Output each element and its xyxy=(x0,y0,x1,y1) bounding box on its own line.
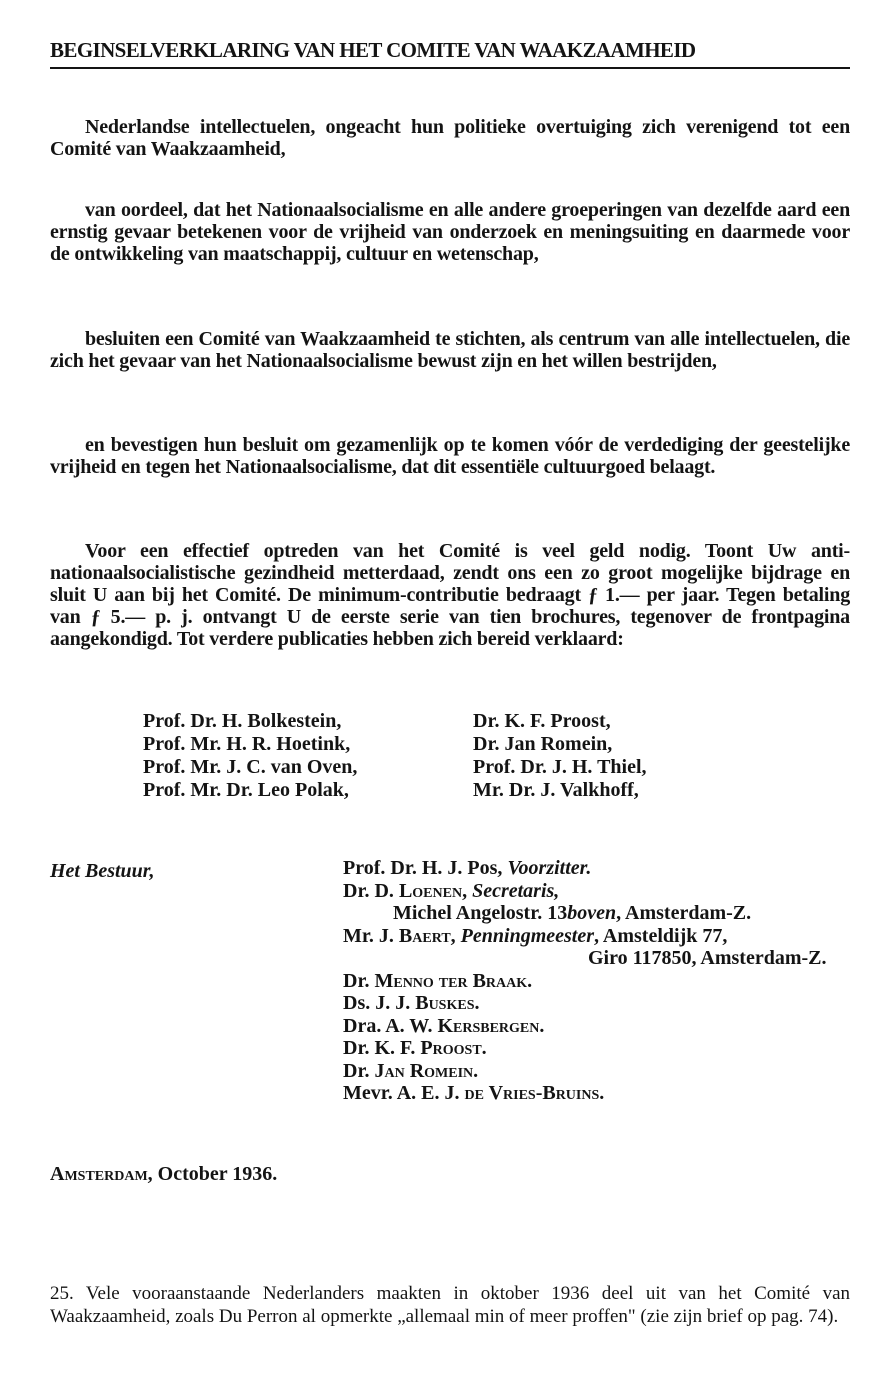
supporter-name: Prof. Dr. H. Bolkestein, xyxy=(143,710,342,732)
board-chair-role: Voorzitter. xyxy=(507,857,592,879)
board-member xyxy=(343,992,853,1015)
board-chair-name: Prof. Dr. H. J. Pos, xyxy=(343,857,508,879)
board-secretary-sep: , xyxy=(462,879,473,902)
board-member xyxy=(343,1015,853,1038)
address-floor: boven xyxy=(567,902,617,924)
place-city: Amsterdam xyxy=(50,1163,148,1185)
board-treasurer-prefix: Mr. J. xyxy=(343,924,399,947)
place-date xyxy=(50,1163,277,1186)
board-treasurer xyxy=(343,925,853,948)
board-secretary-prefix: Dr. D. xyxy=(343,879,399,902)
supporter-name: Dr. K. F. Proost, xyxy=(473,710,611,732)
paragraph-judgement: van oordeel, dat het Nationaalsocialisme en alle andere groeperingen van dezelfde aard een ernstig gevaar betekenen voor de vrijheid van onderzoek en meningsuiting en daarmede voor de ontwikkeling van maatschappij, cultuur en wetenschap, xyxy=(50,199,850,265)
board-secretary-role: Secretaris, xyxy=(472,879,560,902)
board-member-name: de Vries-Bruins. xyxy=(464,1082,605,1104)
board-member-prefix: Dr. xyxy=(343,1059,375,1082)
address-city: , Amsterdam-Z. xyxy=(616,902,752,924)
board-treasurer-address: , Amsteldijk 77, xyxy=(594,924,728,947)
supporter-name: Mr. Dr. J. Valkhoff, xyxy=(473,779,639,801)
supporter-name: Dr. Jan Romein, xyxy=(473,733,613,755)
place-date-text: , October 1936. xyxy=(147,1163,278,1185)
supporter-name: Prof. Mr. J. C. van Oven, xyxy=(143,756,358,778)
supporter-name: Prof. Mr. H. R. Hoetink, xyxy=(143,733,351,755)
address-street: Michel Angelostr. 13 xyxy=(393,902,568,924)
board-member-name: Buskes. xyxy=(415,992,480,1014)
paragraph-intro: Nederlandse intellectuelen, ongeacht hun politieke overtuiging zich verenigend tot een Comité van Waakzaamheid, xyxy=(50,116,850,160)
footnote: 25. Vele vooraanstaande Nederlanders maakten in oktober 1936 deel uit van het Comité van Waakzaamheid, zoals Du Perron al opmerkte „allemaal min of meer proffen" (zie zijn brief op pag. 74). xyxy=(50,1283,850,1327)
supporter-name: Prof. Mr. Dr. Leo Polak, xyxy=(143,779,349,801)
board-secretary-name: Loenen xyxy=(398,879,463,902)
board-member-name: Menno ter Braak. xyxy=(374,969,533,992)
board-treasurer-giro: Giro 117850, Amsterdam-Z. xyxy=(588,947,827,969)
board-secretary xyxy=(343,880,853,903)
board-label: Het Bestuur, xyxy=(50,860,155,882)
paragraph-funding: Voor een effectief optreden van het Comité is veel geld nodig. Toont Uw anti-nationaalsocialistische gezindheid metterdaad, zendt ons een zo groot mogelijke bijdrage en sluit U aan bij het Comité. De minimum-contributie bedraagt ƒ 1.— per jaar. Tegen betaling van ƒ 5.— p. j. ontvangt U de eerste serie van tien brochures, tegenover de frontpagina aangekondigd. Tot verdere publicaties hebben zich bereid verklaard: xyxy=(50,540,850,650)
supporters-list xyxy=(143,710,743,802)
board-member-prefix: Dr. xyxy=(343,969,375,992)
paragraph-confirmation: en bevestigen hun besluit om gezamenlijk op te komen vóór de verdediging der geestelijke vrijheid en tegen het Nationaalsocialisme, dat dit essentiële cultuurgoed belaagt. xyxy=(50,434,850,478)
board-treasurer-sep: , xyxy=(450,924,461,947)
supporter-name: Prof. Dr. J. H. Thiel, xyxy=(473,756,647,778)
board-secretary-address xyxy=(343,902,853,925)
title-underline xyxy=(50,67,850,69)
board-treasurer-name: Baert xyxy=(398,924,451,947)
document-title: BEGINSELVERKLARING VAN HET COMITE VAN WAAKZAAMHEID xyxy=(50,38,696,62)
board-member xyxy=(343,1037,853,1060)
board-member xyxy=(343,1082,853,1105)
board-member-prefix: Ds. J. J. xyxy=(343,992,416,1014)
board-member xyxy=(343,970,853,993)
board-list xyxy=(343,857,853,1105)
board-member-name: Proost. xyxy=(420,1037,487,1059)
board-member-name: Jan Romein. xyxy=(374,1059,479,1082)
board-member-prefix: Dra. A. W. xyxy=(343,1014,438,1037)
paragraph-resolution: besluiten een Comité van Waakzaamheid te stichten, als centrum van alle intellectuelen, die zich het gevaar van het Nationaalsocialisme bewust zijn en het willen bestrijden, xyxy=(50,328,850,372)
board-member xyxy=(343,1060,853,1083)
board-treasurer-role: Penningmeester xyxy=(460,924,595,947)
board-member-prefix: Mevr. A. E. J. xyxy=(343,1082,465,1104)
board-member-name: Kersbergen. xyxy=(437,1014,545,1037)
board-member-prefix: Dr. K. F. xyxy=(343,1037,421,1059)
board-chair xyxy=(343,857,853,880)
